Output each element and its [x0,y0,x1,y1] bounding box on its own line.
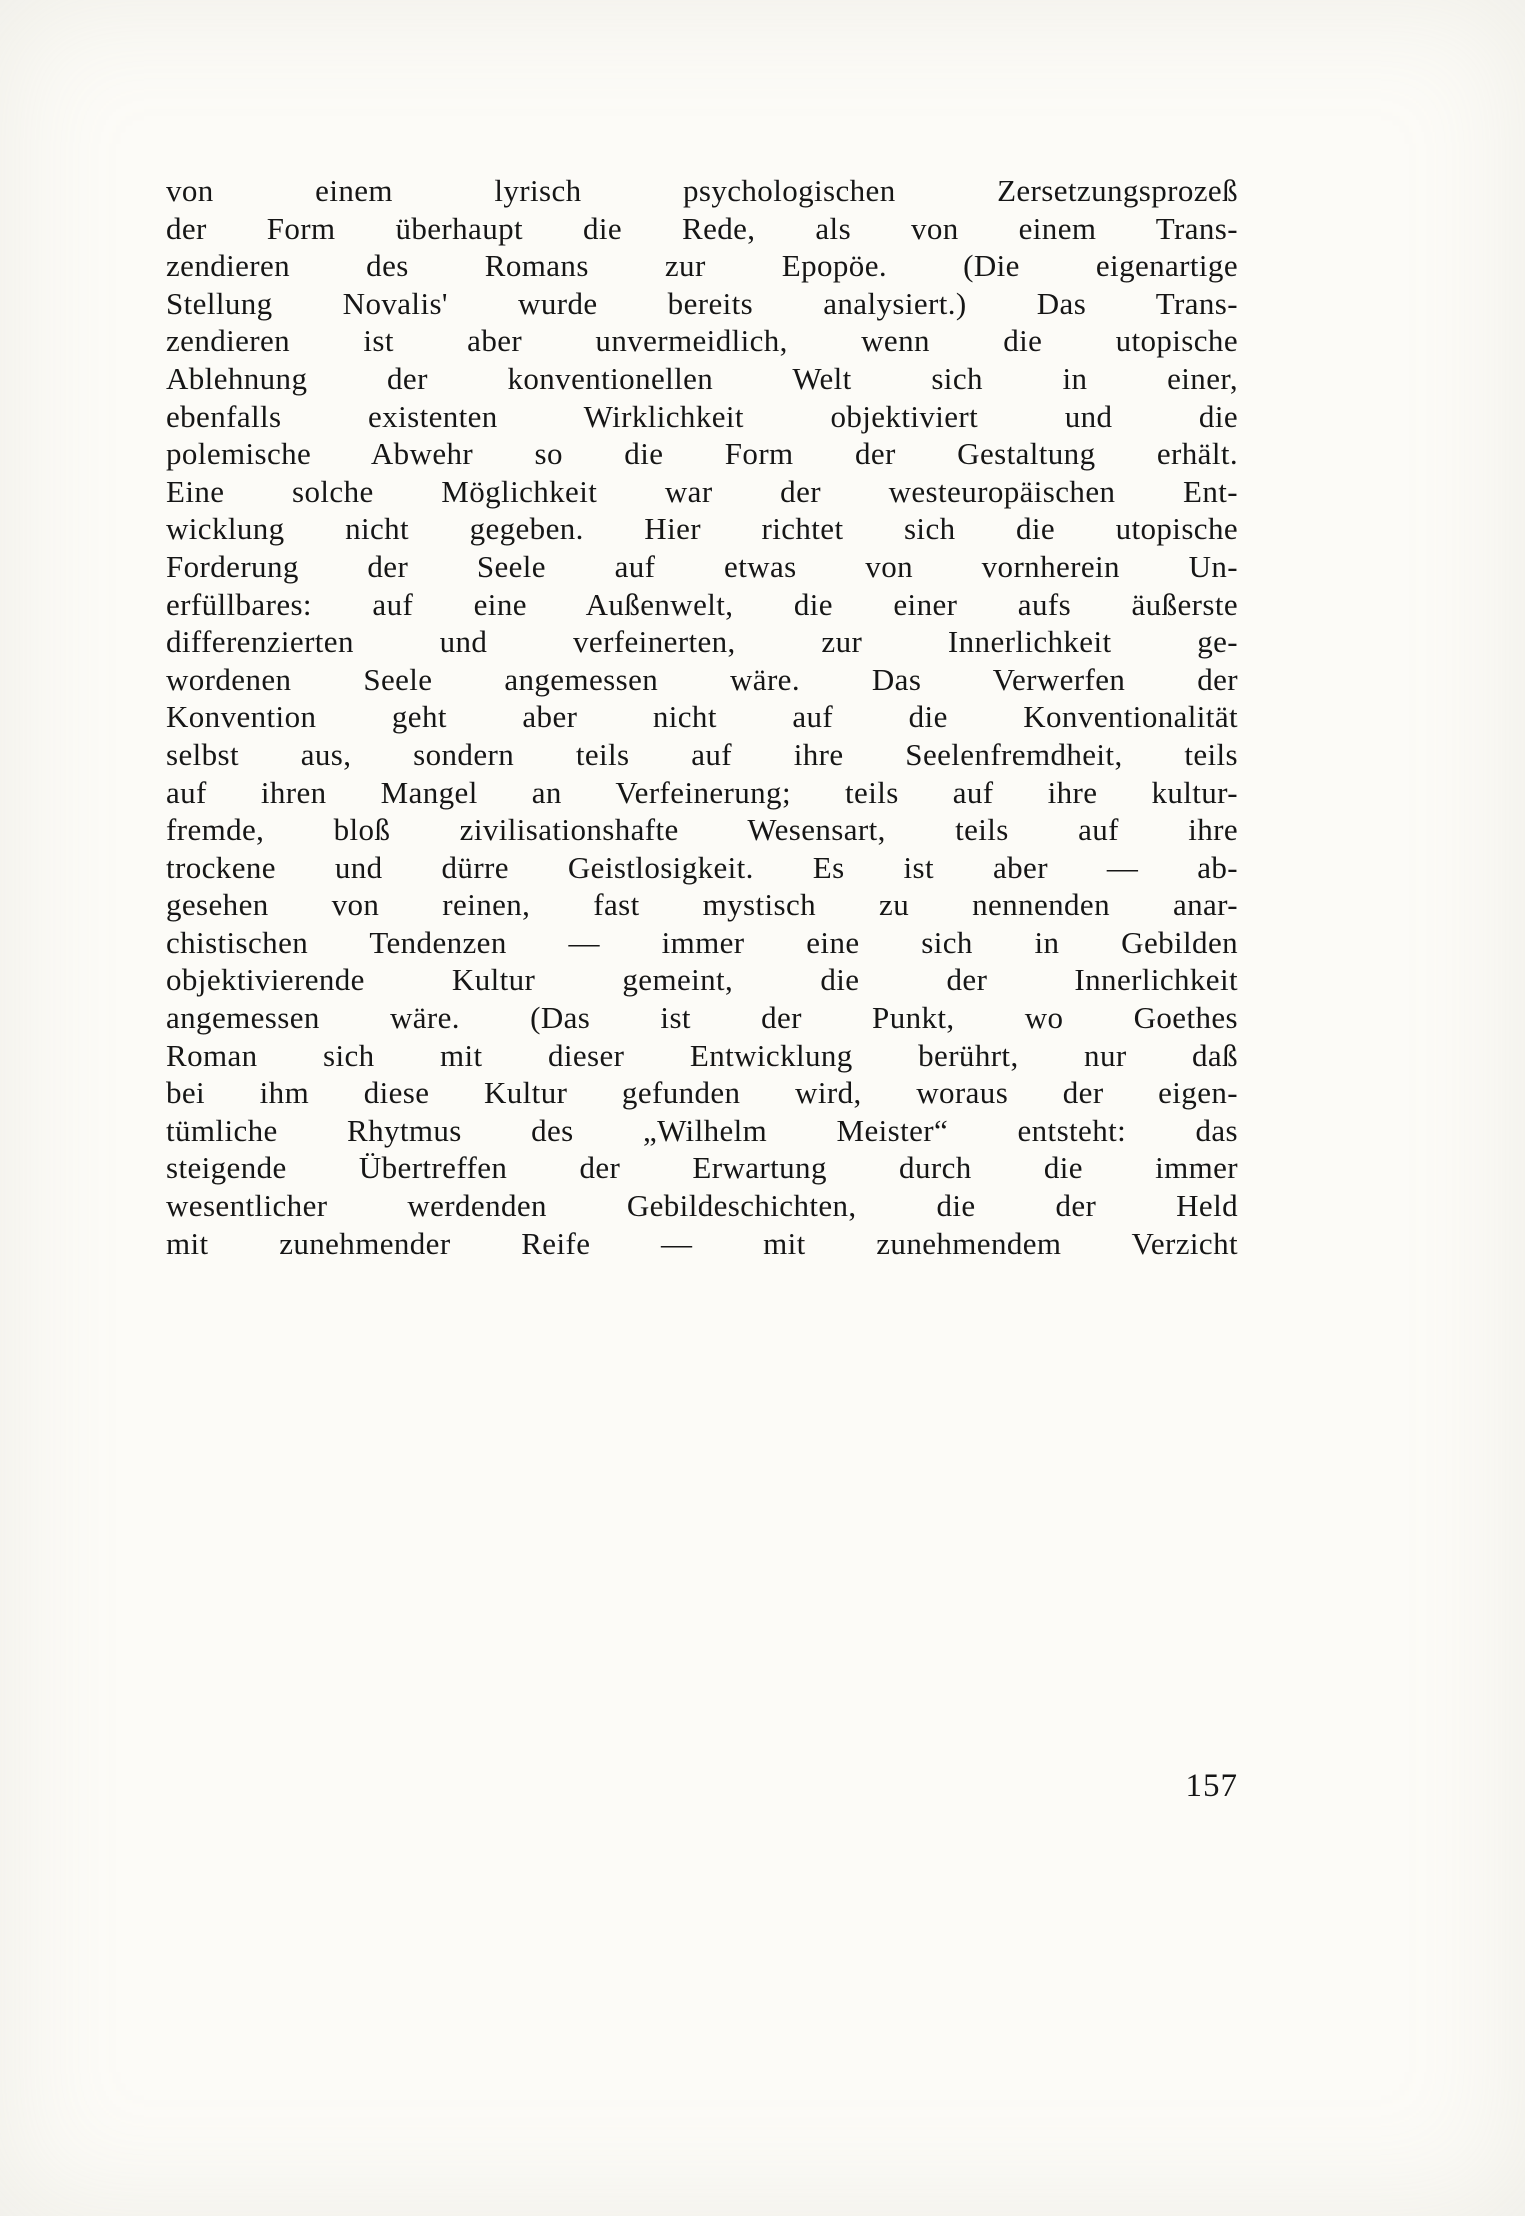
text-line: auf ihren Mangel an Verfeinerung; teils auf ihre kultur- [166,774,1238,810]
text-line: bei ihm diese Kultur gefunden wird, woraus der eigen- [166,1075,1238,1111]
text-line: selbst aus, sondern teils auf ihre Seelenfremdheit, teils [166,736,1238,772]
text-line: chistischen Tendenzen — immer eine sich in Gebilden [166,924,1238,960]
body-text [166,172,1238,1262]
text-line: zendieren ist aber unvermeidlich, wenn die utopische [166,323,1238,359]
text-line: mit zunehmender Reife — mit zunehmendem Verzicht [166,1225,1238,1261]
text-line: tümliche Rhytmus des „Wilhelm Meister“ entsteht: das [166,1112,1238,1148]
text-line: Konvention geht aber nicht auf die Konventionalität [166,699,1238,735]
text-line: fremde, bloß zivilisationshafte Wesensart, teils auf ihre [166,812,1238,848]
text-line: Eine solche Möglichkeit war der westeuropäischen Ent- [166,473,1238,509]
text-line: wesentlicher werdenden Gebildeschichten, die der Held [166,1188,1238,1224]
text-line: Roman sich mit dieser Entwicklung berührt, nur daß [166,1037,1238,1073]
text-line: Stellung Novalis' wurde bereits analysiert.) Das Trans- [166,285,1238,321]
text-line: differenzierten und verfeinerten, zur Innerlichkeit ge- [166,624,1238,660]
text-line: objektivierende Kultur gemeint, die der Innerlichkeit [166,962,1238,998]
text-line: zendieren des Romans zur Epopöe. (Die eigenartige [166,248,1238,284]
text-line: steigende Übertreffen der Erwartung durch die immer [166,1150,1238,1186]
page-number: 157 [1185,1768,1238,1804]
text-line: von einem lyrisch psychologischen Zersetzungsprozeß [166,173,1238,208]
text-line: polemische Abwehr so die Form der Gestaltung erhält. [166,436,1238,472]
text-line: wicklung nicht gegeben. Hier richtet sich die utopische [166,511,1238,547]
text-line: Forderung der Seele auf etwas von vornherein Un- [166,548,1238,584]
text-line: trockene und dürre Geistlosigkeit. Es ist aber — ab- [166,849,1238,885]
text-line: angemessen wäre. (Das ist der Punkt, wo Goethes [166,1000,1238,1036]
text-line: erfüllbares: auf eine Außenwelt, die einer aufs äußerste [166,586,1238,622]
text-line: der Form überhaupt die Rede, als von einem Trans- [166,210,1238,246]
text-line: gesehen von reinen, fast mystisch zu nennenden anar- [166,887,1238,923]
text-line: Ablehnung der konventionellen Welt sich in einer, [166,360,1238,396]
text-line: wordenen Seele angemessen wäre. Das Verwerfen der [166,661,1238,697]
text-line: ebenfalls existenten Wirklichkeit objektiviert und die [166,398,1238,434]
